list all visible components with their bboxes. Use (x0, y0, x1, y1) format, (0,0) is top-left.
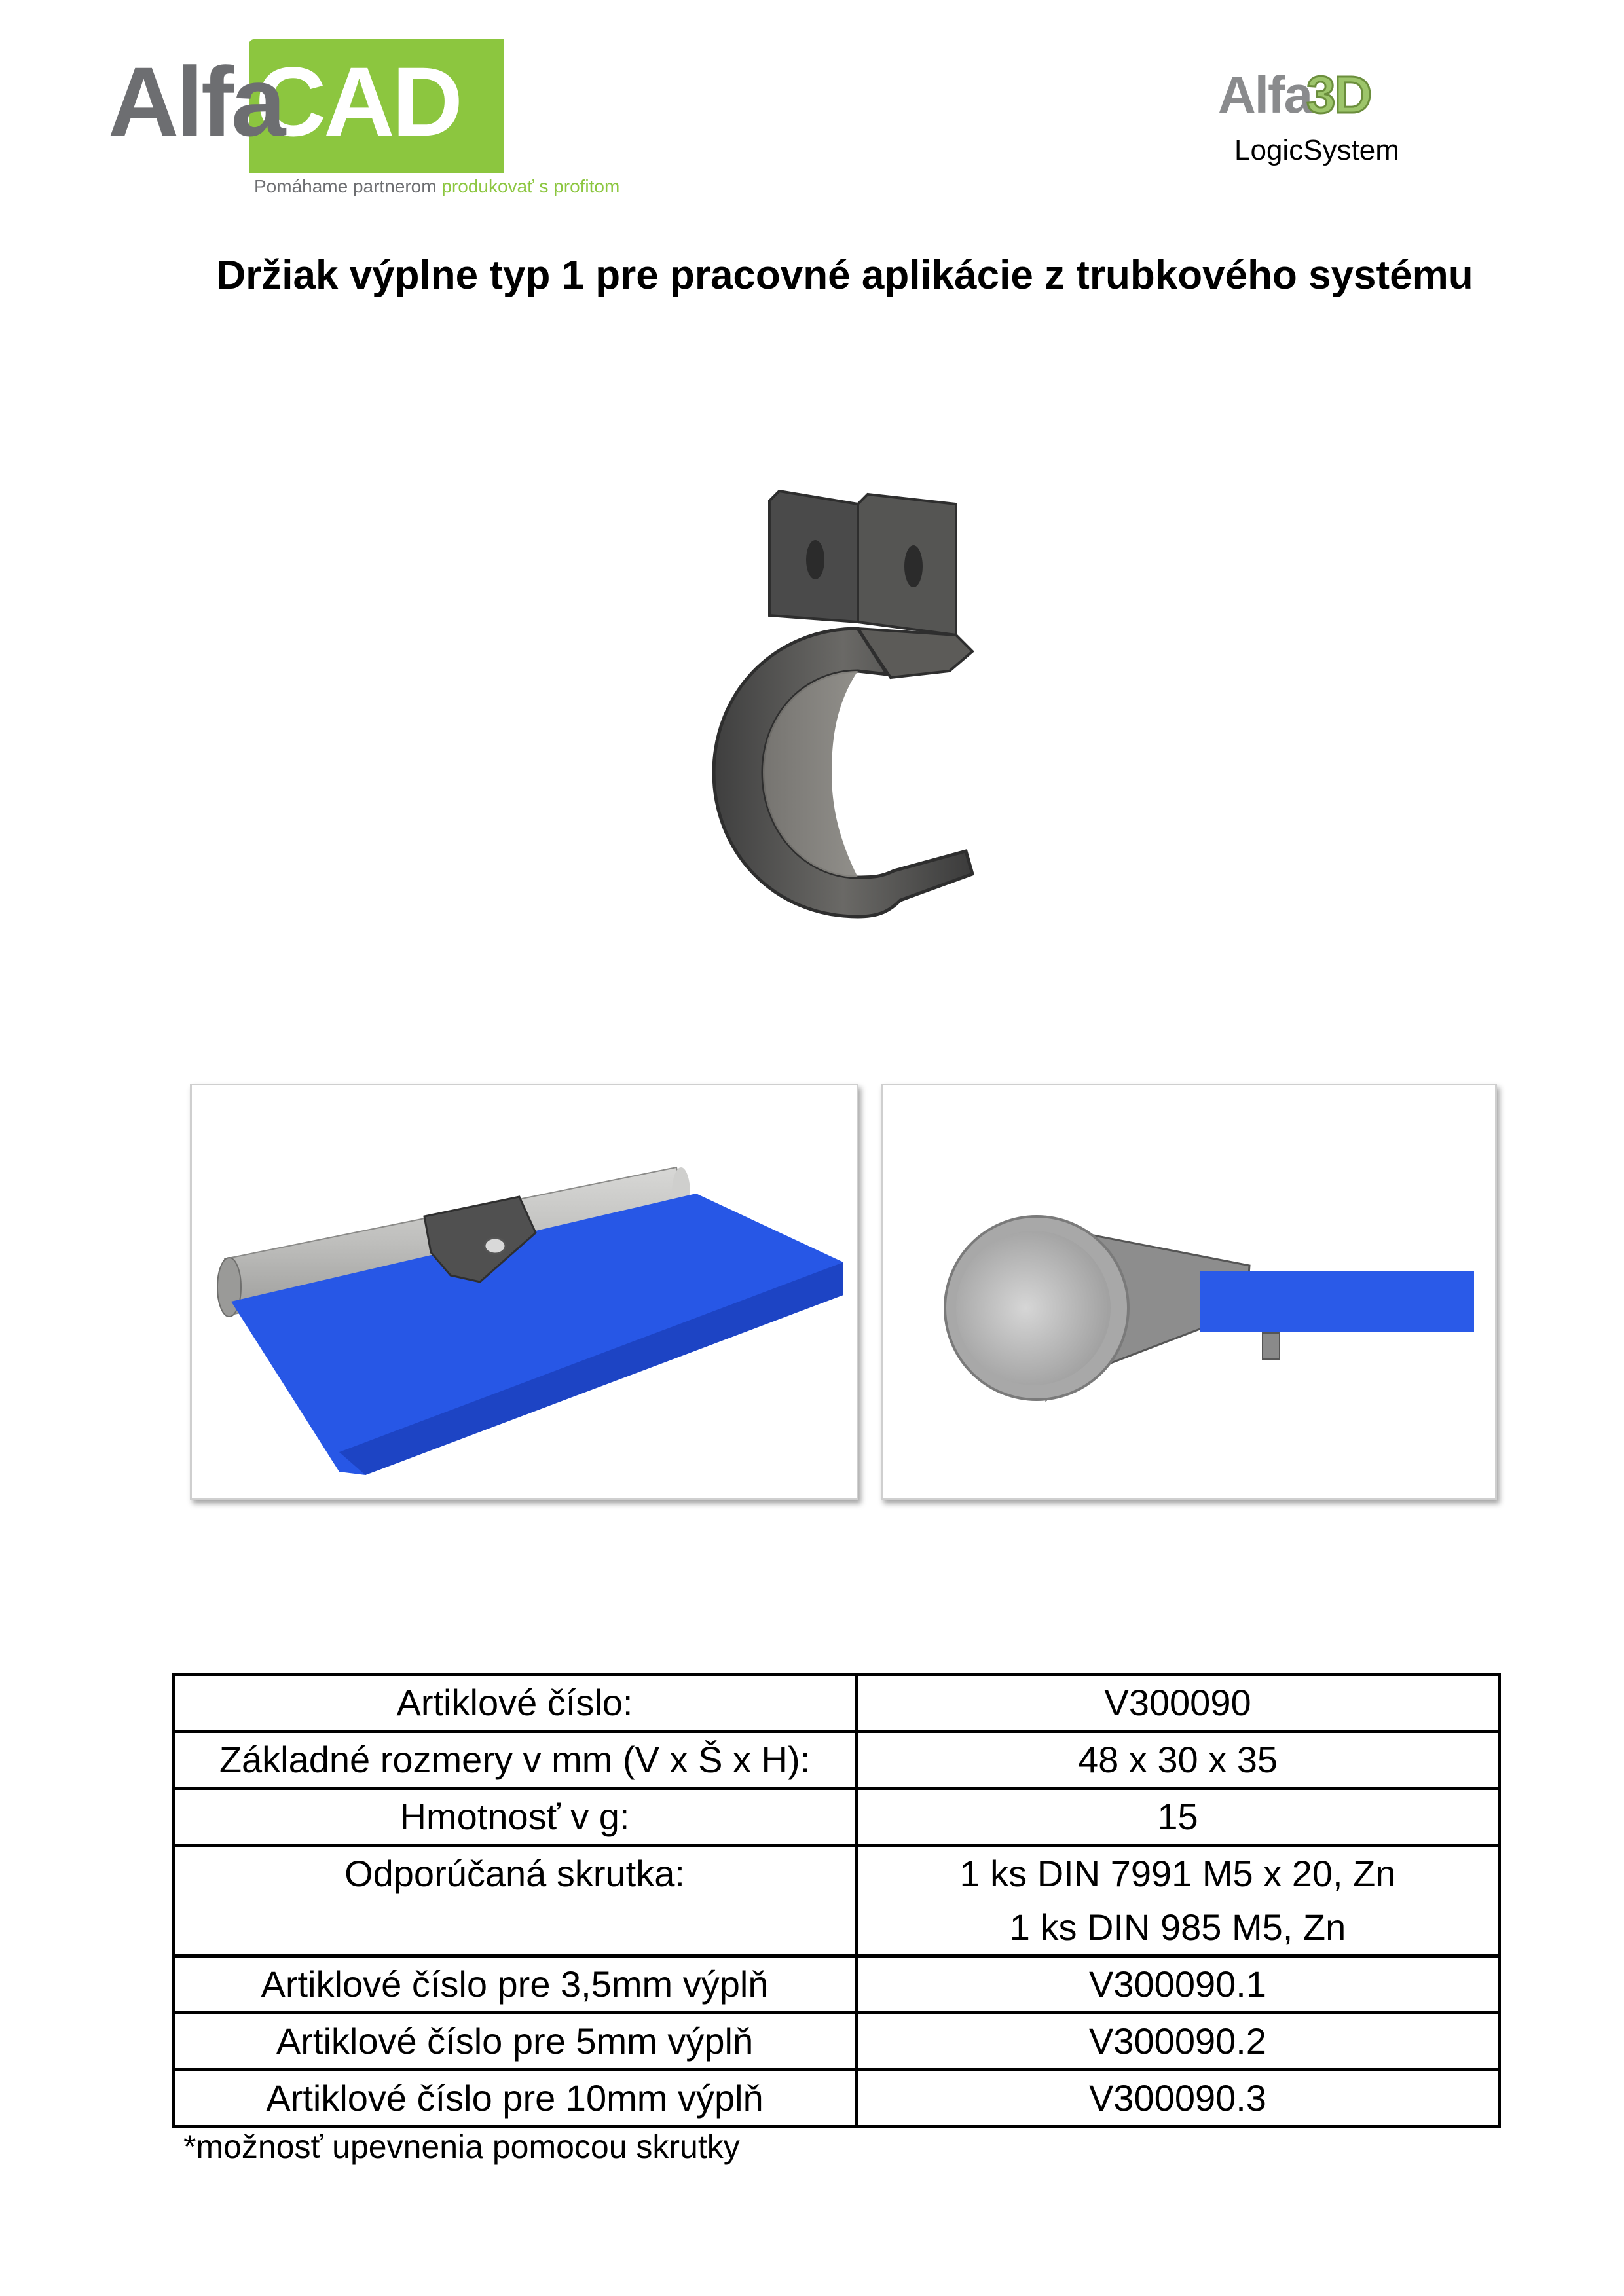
spec-value: 48 x 30 x 35 (857, 1732, 1500, 1789)
spec-value: V300090 (857, 1675, 1500, 1732)
alfa3d-alfa-text: Alfa (1218, 65, 1312, 124)
table-row (174, 2013, 1500, 2070)
clamp-side-view-with-blue-panel-icon (883, 1085, 1495, 1498)
table-row (174, 1675, 1500, 1732)
spec-value-multiline (857, 1846, 1500, 1956)
spec-value: V300090.2 (857, 2013, 1500, 2070)
spec-label: Základné rozmery v mm (V x Š x H): (174, 1732, 857, 1789)
logo-tagline (249, 173, 625, 200)
figure-side-view (881, 1084, 1497, 1500)
spec-label: Artiklové číslo: (174, 1675, 857, 1732)
logo-alfa-text: Alfa (108, 46, 284, 156)
tagline-part1: Pomáhame partnerom (254, 176, 442, 196)
page-title: Držiak výplne typ 1 pre pracovné aplikácie z trubkového systému (216, 253, 1473, 298)
spec-value-line-2: 1 ks DIN 985 M5, Zn (1009, 1906, 1346, 1948)
footnote: *možnosť upevnenia pomocou skrutky (183, 2128, 740, 2165)
logo-cad-text: CAD (255, 46, 460, 156)
spec-label: Odporúčaná skrutka: (174, 1846, 857, 1956)
table-row (174, 1789, 1500, 1846)
table-row (174, 1732, 1500, 1789)
clamp-on-tube-with-blue-panel-icon (192, 1085, 857, 1498)
logo-cad-box (249, 39, 504, 180)
spec-value: V300090.3 (857, 2070, 1500, 2127)
spec-value: V300090.1 (857, 1956, 1500, 2013)
spec-value-line-1: 1 ks DIN 7991 M5 x 20, Zn (959, 1853, 1396, 1894)
alfacad-logo (108, 20, 620, 203)
alfa3d-3d-text: 3D (1306, 65, 1371, 124)
figure-tube-panel (190, 1084, 858, 1500)
tagline-part2: produkovať s profitom (441, 176, 620, 196)
spec-label: Artiklové číslo pre 5mm výplň (174, 2013, 857, 2070)
spec-table (172, 1673, 1501, 2128)
table-row (174, 2070, 1500, 2127)
spec-label: Artiklové číslo pre 10mm výplň (174, 2070, 857, 2127)
table-row (174, 1846, 1500, 1956)
product-image (642, 419, 1113, 943)
spec-label: Artiklové číslo pre 3,5mm výplň (174, 1956, 857, 2013)
spec-value: 15 (857, 1789, 1500, 1846)
table-row (174, 1956, 1500, 2013)
alfa3d-logo (1218, 65, 1428, 180)
pipe-clamp-holder-icon (642, 419, 1113, 943)
alfa3d-subtitle: LogicSystem (1234, 134, 1399, 166)
spec-label: Hmotnosť v g: (174, 1789, 857, 1846)
